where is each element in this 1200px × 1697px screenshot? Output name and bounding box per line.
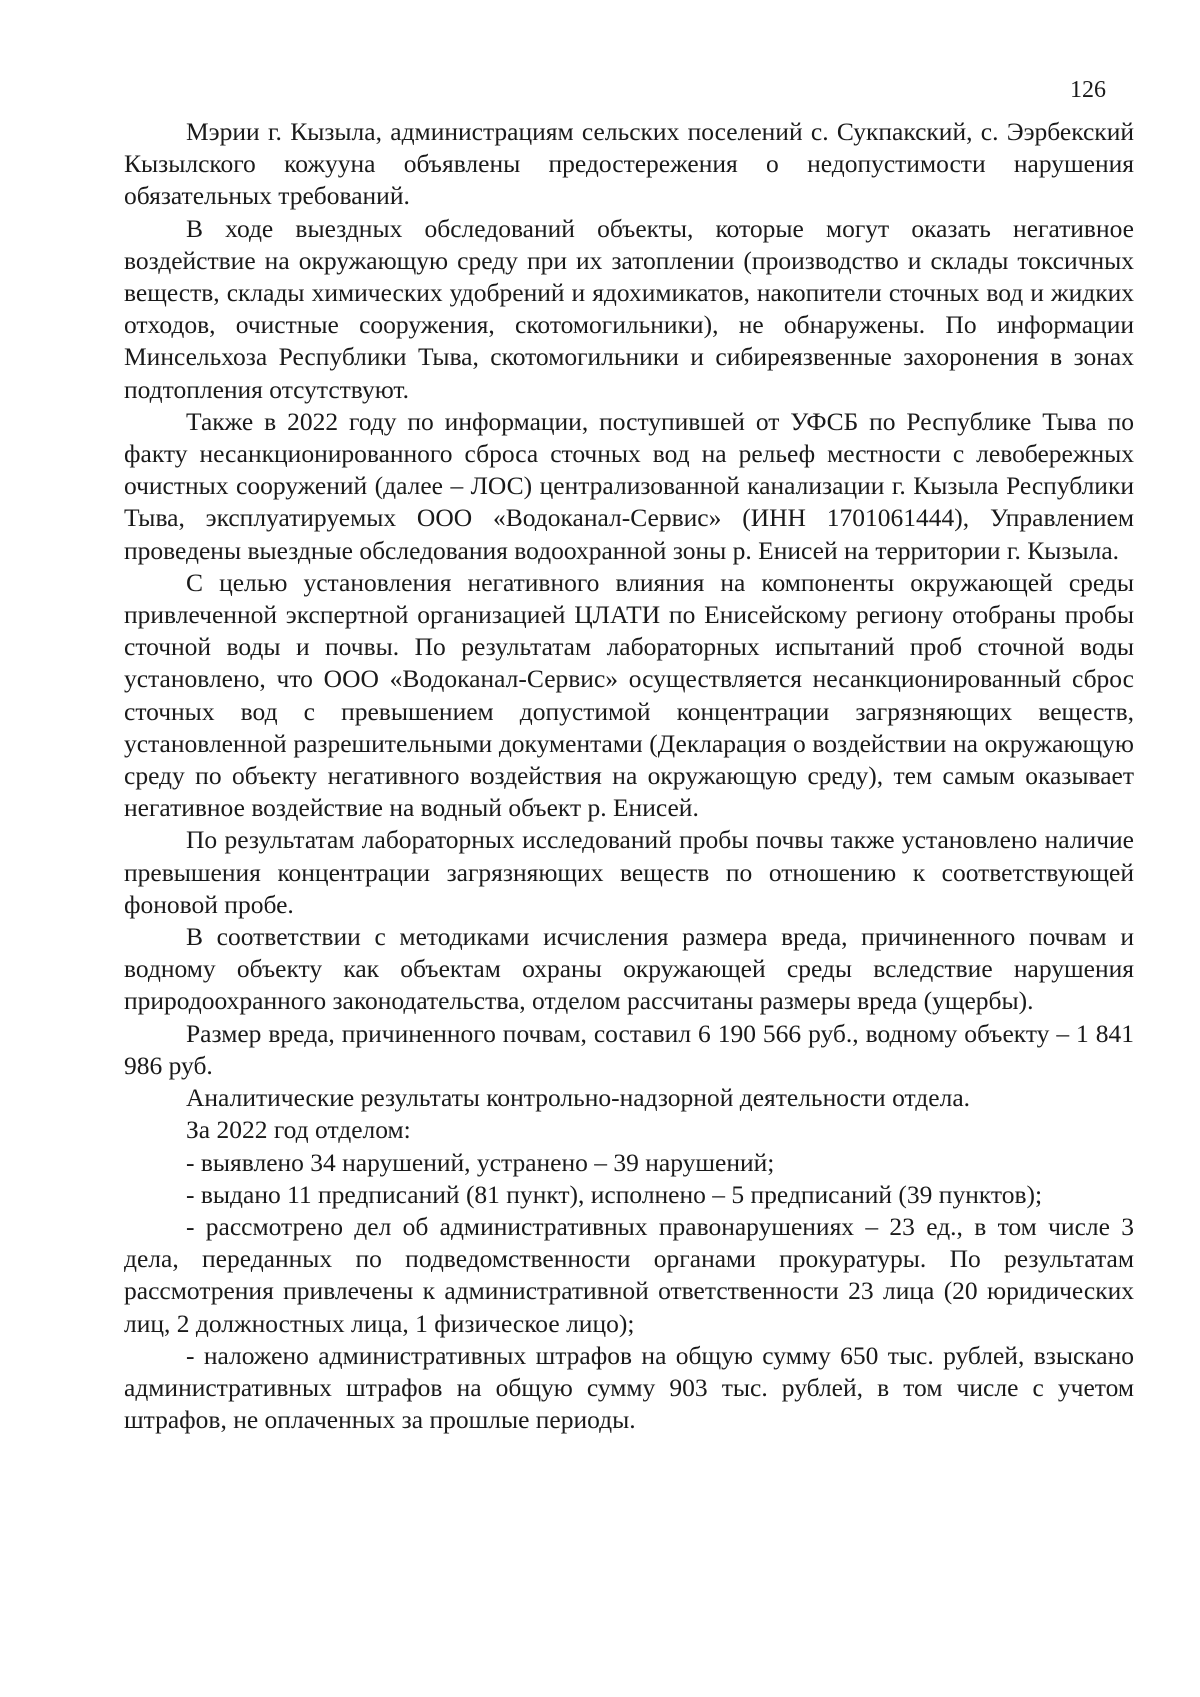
paragraph-year-summary: За 2022 год отделом: [186,1115,411,1145]
paragraph-analytics-heading: Аналитические результаты контрольно-надзорной деятельности отдела. [186,1083,971,1113]
paragraph-warnings: Мэрии г. Кызыла, администрациям сельских поселений с. Сукпакский, с. Ээрбекский Кызылского кожууна объявлены предостережения о недопустимости нарушения обязательных требований. [124,117,1134,211]
paragraph-damage-methods: В соответствии с методиками исчисления размера вреда, причиненного почвам и водному объекту как объектам охраны окружающей среды вследствие нарушения природоохранного законодательства, отделом рассчитаны размеры вреда (ущербы). [124,922,1134,1016]
paragraph-damage-amounts: Размер вреда, причиненного почвам, составил 6 190 566 руб., водному объекту – 1 841 986 руб. [124,1018,1134,1080]
list-item-administrative-cases: - рассмотрено дел об административных правонарушениях – 23 ед., в том числе 3 дела, переданных по подведомственности органами прокуратуры. По результатам рассмотрения привлечены к административной ответственности 23 лица (20 юридических лиц, 2 должностных лица, 1 физическое лицо); [124,1211,1134,1338]
paragraph-soil-results: По результатам лабораторных исследований пробы почвы также установлено наличие превышения концентрации загрязняющих веществ по отношению к соответствующей фоновой пробе. [124,825,1134,919]
list-item-fines: - наложено административных штрафов на общую сумму 650 тыс. рублей, взыскано административных штрафов на общую сумму 903 тыс. рублей, в том числе с учетом штрафов, не оплаченных за прошлые периоды. [124,1340,1134,1435]
list-item-orders: - выдано 11 предписаний (81 пункт), исполнено – 5 предписаний (39 пунктов); [186,1179,1043,1209]
document-body [124,116,1134,1436]
list-item-violations: - выявлено 34 нарушений, устранено – 39 нарушений; [186,1147,775,1177]
paragraph-fsb-information: Также в 2022 году по информации, поступившей от УФСБ по Республике Тыва по факту несанкционированного сброса сточных вод на рельеф местности с левобережных очистных сооружений (далее – ЛОС) централизованной канализации г. Кызыла Республики Тыва, эксплуатируемых ООО «Водоканал-Сервис» (ИНН 1701061444), Управлением проведены выездные обследования водоохранной зоны р. Енисей на территории г. Кызыла. [124,406,1134,565]
paragraph-sampling-results: С целью установления негативного влияния на компоненты окружающей среды привлеченной экспертной организацией ЦЛАТИ по Енисейскому региону отобраны пробы сточной воды и почвы. По результатам лабораторных испытаний проб сточной воды установлено, что ООО «Водоканал-Сервис» осуществляется несанкционированный сброс сточных вод с превышением допустимой концентрации загрязняющих веществ, установленной разрешительными документами (Декларация о воздействии на окружающую среду по объекту негативного воздействия на окружающую среду), тем самым оказывает негативное воздействие на водный объект р. Енисей. [124,567,1134,823]
paragraph-field-surveys: В ходе выездных обследований объекты, которые могут оказать негативное воздействие на окружающую среду при их затоплении (производство и склады токсичных веществ, склады химических удобрений и ядохимикатов, накопители сточных вод и жидких отходов, очистные сооружения, скотомогильники), не обнаружены. По информации Минсельхоза Республики Тыва, скотомогильники и сибиреязвенные захоронения в зонах подтопления отсутствуют. [124,213,1134,404]
page-number: 126 [1070,77,1106,103]
